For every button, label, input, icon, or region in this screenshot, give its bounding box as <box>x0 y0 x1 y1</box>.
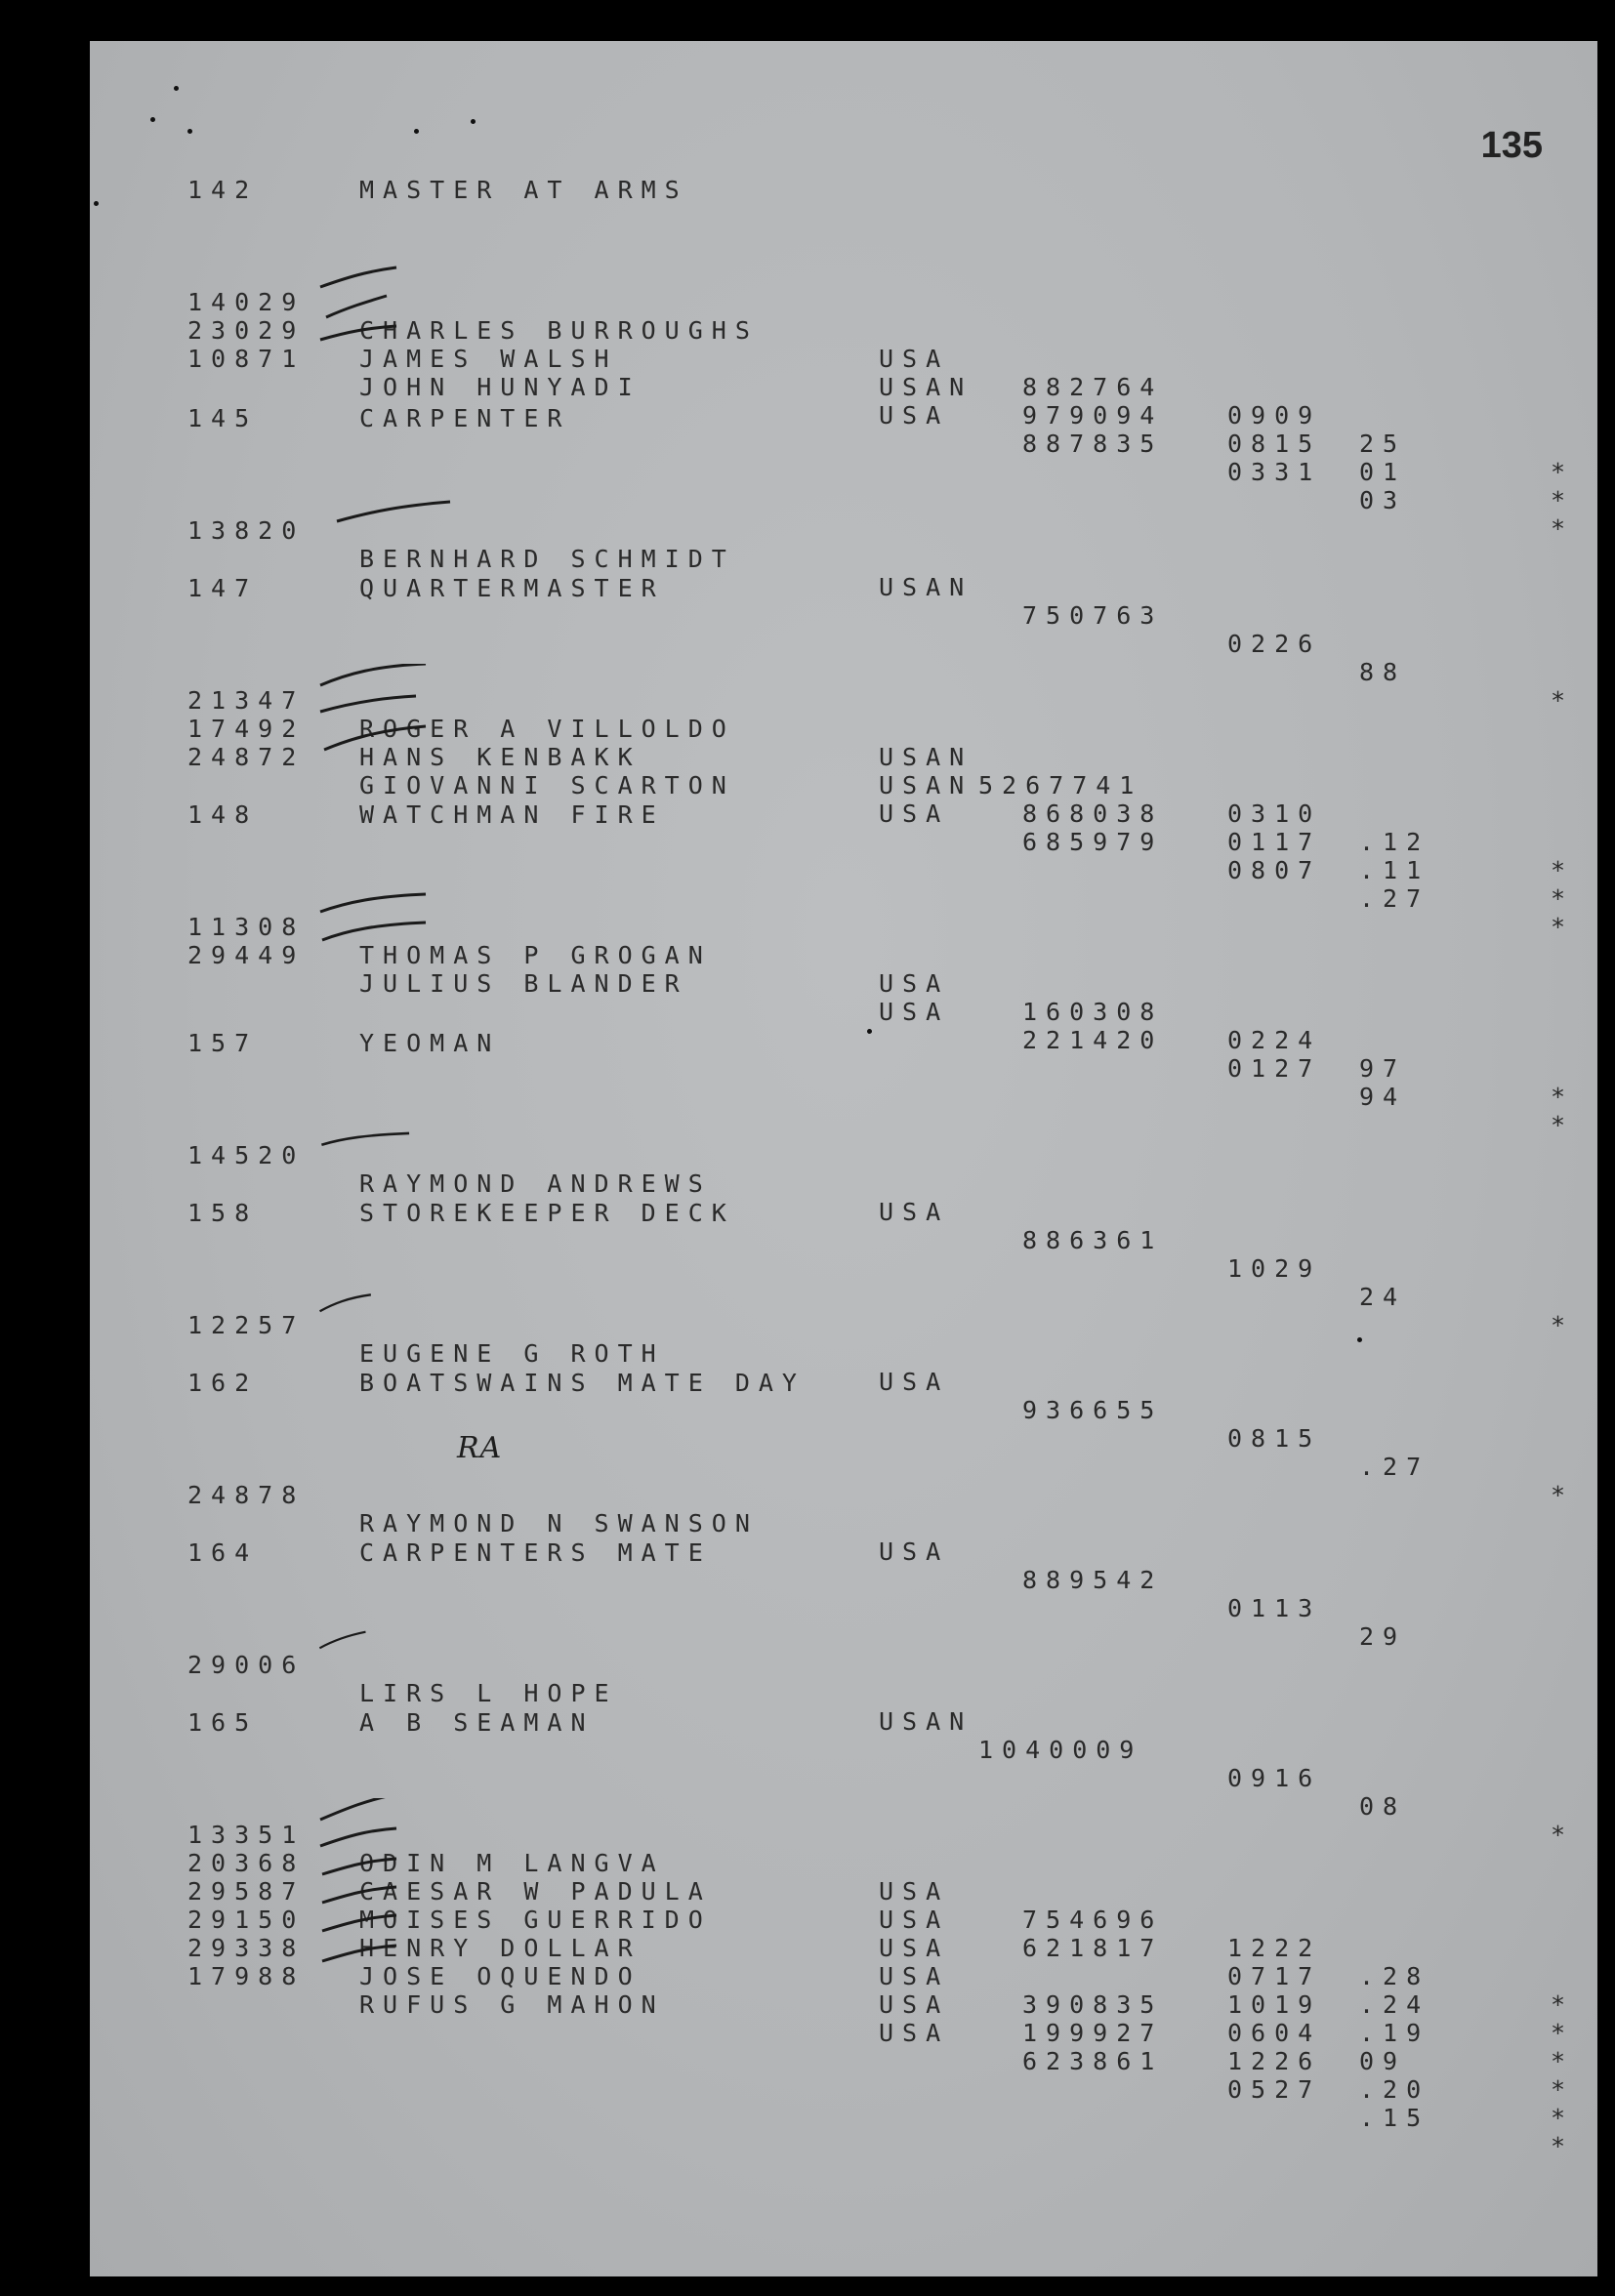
entry-id: 10871 <box>187 345 306 373</box>
entry-name: ROGER A VILLOLDO <box>359 715 735 743</box>
section-title: BOATSWAINS MATE DAY <box>359 1369 806 1397</box>
section-code: 145 <box>187 404 259 432</box>
section-title: MASTER AT ARMS <box>359 176 688 204</box>
entry-name: JOSE OQUENDO <box>359 1962 642 1990</box>
entry-date: 0331 <box>1227 458 1322 486</box>
section-code: 164 <box>187 1538 259 1567</box>
entry-id: 29006 <box>187 1651 306 1679</box>
entry-id: 23029 <box>187 316 306 345</box>
entry-id: 13351 <box>187 1821 306 1849</box>
entry-id: 29338 <box>187 1934 306 1962</box>
entry-mark: * <box>1551 1311 1575 1339</box>
entry-id: 12257 <box>187 1311 306 1339</box>
section-code: 148 <box>187 800 259 829</box>
entry-country: USAN <box>879 573 973 601</box>
entry-date: 0815 <box>1227 1424 1322 1453</box>
entry-value: .24 <box>1359 1990 1430 2019</box>
handwritten-check-mark <box>318 1626 406 1654</box>
entry-number: 623861 <box>1022 2047 1164 2075</box>
entry-date: 0113 <box>1227 1594 1322 1622</box>
entry-mark: * <box>1551 1481 1575 1509</box>
entry-number: 390835 <box>1022 1990 1164 2019</box>
entry-value: .27 <box>1359 884 1430 913</box>
entry-name: JULIUS BLANDER <box>359 969 688 998</box>
ink-speck <box>1357 1337 1362 1342</box>
entry-number: 160308 <box>1022 998 1164 1026</box>
handwritten-check-mark <box>318 496 475 523</box>
section-title: QUARTERMASTER <box>359 574 665 602</box>
entry-mark: * <box>1551 458 1575 486</box>
entry-date: 1019 <box>1227 1990 1322 2019</box>
entry-id: 14520 <box>187 1141 306 1169</box>
entry-name: MOISES GUERRIDO <box>359 1906 712 1934</box>
entry-country: USA <box>879 1990 950 2019</box>
entry-number: 685979 <box>1022 828 1164 856</box>
entry-mark: * <box>1551 884 1575 913</box>
entry-value: .12 <box>1359 828 1430 856</box>
entry-id: 29449 <box>187 941 306 969</box>
entry-country: USA <box>879 1934 950 1962</box>
entry-name: BERNHARD SCHMIDT <box>359 545 735 573</box>
entry-value: 24 <box>1359 1283 1407 1311</box>
entry-number: 199927 <box>1022 2019 1164 2047</box>
entry-name: RAYMOND ANDREWS <box>359 1169 712 1198</box>
ink-speck <box>150 117 155 122</box>
entry-name: EUGENE G ROTH <box>359 1339 665 1368</box>
entry-value: .28 <box>1359 1962 1430 1990</box>
section-code: 158 <box>187 1199 259 1227</box>
entry-country: USAN <box>879 743 973 771</box>
entry-id: 21347 <box>187 686 306 715</box>
section-code: 162 <box>187 1369 259 1397</box>
entry-number: 886361 <box>1022 1226 1164 1254</box>
document-page <box>90 41 1597 2276</box>
entry-date: 0815 <box>1227 430 1322 458</box>
entry-value: .11 <box>1359 856 1430 884</box>
entry-name: HENRY DOLLAR <box>359 1934 642 1962</box>
entry-id: 17492 <box>187 715 306 743</box>
entry-name: RAYMOND N SWANSON <box>359 1509 759 1538</box>
entry-date: 1029 <box>1227 1254 1322 1283</box>
entry-date: 0909 <box>1227 401 1322 430</box>
entry-name: RUFUS G MAHON <box>359 1990 665 2019</box>
ink-speck <box>94 201 99 206</box>
entry-number: 5267741 <box>978 771 1143 800</box>
entry-mark: * <box>1551 856 1575 884</box>
section-title: A B SEAMAN <box>359 1708 595 1737</box>
entry-mark: * <box>1551 514 1575 543</box>
entry-mark: * <box>1551 1111 1575 1139</box>
entry-mark: * <box>1551 1821 1575 1849</box>
entry-value: 97 <box>1359 1054 1407 1083</box>
entry-number: 621817 <box>1022 1934 1164 1962</box>
entry-country: USA <box>879 969 950 998</box>
entry-name: ODIN M LANGVA <box>359 1849 665 1877</box>
entry-id: 24872 <box>187 743 306 771</box>
entry-date: 0224 <box>1227 1026 1322 1054</box>
entry-name: CHARLES BURROUGHS <box>359 316 759 345</box>
entry-mark: * <box>1551 2019 1575 2047</box>
entry-name: LIRS L HOPE <box>359 1679 618 1707</box>
section-code: 165 <box>187 1708 259 1737</box>
handwritten-check-mark <box>318 266 445 293</box>
entry-id: 13820 <box>187 516 306 545</box>
entry-number: 936655 <box>1022 1396 1164 1424</box>
entry-number: 887835 <box>1022 430 1164 458</box>
entry-date: 0310 <box>1227 800 1322 828</box>
entry-id: 24878 <box>187 1481 306 1509</box>
entry-value: 08 <box>1359 1792 1407 1821</box>
entry-id: 20368 <box>187 1849 306 1877</box>
entry-date: 0916 <box>1227 1764 1322 1792</box>
entry-mark: * <box>1551 686 1575 715</box>
entry-country: USA <box>879 1538 950 1566</box>
entry-mark: * <box>1551 1990 1575 2019</box>
entry-number: 754696 <box>1022 1906 1164 1934</box>
entry-date: 0604 <box>1227 2019 1322 2047</box>
entry-value: 29 <box>1359 1622 1407 1651</box>
handwritten-check-mark <box>318 1125 426 1152</box>
entry-value: 94 <box>1359 1083 1407 1111</box>
entry-mark: * <box>1551 913 1575 941</box>
section-code: 147 <box>187 574 259 602</box>
entry-list <box>187 1792 1575 2160</box>
entry-id: 14029 <box>187 288 306 316</box>
entry-mark: * <box>1551 2104 1575 2132</box>
page-number: 135 <box>1480 125 1543 166</box>
ink-speck <box>471 119 476 124</box>
entry-mark: * <box>1551 2075 1575 2104</box>
entry-country: USA <box>879 1198 950 1226</box>
entry-date: 0807 <box>1227 856 1322 884</box>
entry-mark: * <box>1551 2132 1575 2160</box>
entry-number: 221420 <box>1022 1026 1164 1054</box>
entry-date: 0127 <box>1227 1054 1322 1083</box>
entry-country: USA <box>879 800 950 828</box>
entry-number: 1040009 <box>978 1736 1143 1764</box>
entry-value: 09 <box>1359 2047 1407 2075</box>
entry-value: .19 <box>1359 2019 1430 2047</box>
entry-id: 29150 <box>187 1906 306 1934</box>
entry-date: 0117 <box>1227 828 1322 856</box>
entry-value: 03 <box>1359 486 1407 514</box>
ink-speck <box>187 129 192 134</box>
entry-country: USA <box>879 998 950 1026</box>
entry-id: 17988 <box>187 1962 306 1990</box>
entry-name: GIOVANNI SCARTON <box>359 771 735 800</box>
entry-country: USA <box>879 1877 950 1906</box>
ink-speck <box>867 1029 872 1034</box>
entry-date: 0717 <box>1227 1962 1322 1990</box>
ink-speck <box>174 86 179 91</box>
entry-country: USAN <box>879 771 973 800</box>
entry-country: USA <box>879 1368 950 1396</box>
entry-id: 29587 <box>187 1877 306 1906</box>
entry-name: JAMES WALSH <box>359 345 618 373</box>
entry-name: HANS KENBAKK <box>359 743 642 771</box>
section-code: 157 <box>187 1029 259 1057</box>
entry-number: 750763 <box>1022 601 1164 630</box>
entry-value: .20 <box>1359 2075 1430 2104</box>
section-title: STOREKEEPER DECK <box>359 1199 735 1227</box>
entry-value: .15 <box>1359 2104 1430 2132</box>
entry-country: USA <box>879 1962 950 1990</box>
entry-date: 1226 <box>1227 2047 1322 2075</box>
section-title: CARPENTERS MATE <box>359 1538 712 1567</box>
entry-value: .27 <box>1359 1453 1430 1481</box>
entry-mark: * <box>1551 2047 1575 2075</box>
entry-number: 882764 <box>1022 373 1164 401</box>
entry-name: THOMAS P GROGAN <box>359 941 712 969</box>
entry-country: USA <box>879 2019 950 2047</box>
entry-name: JOHN HUNYADI <box>359 373 642 401</box>
entry-country: USA <box>879 401 950 430</box>
entry-country: USA <box>879 1906 950 1934</box>
entry-name: CAESAR W PADULA <box>359 1877 712 1906</box>
entry-date: 0226 <box>1227 630 1322 658</box>
handwritten-check-mark <box>318 664 445 691</box>
entry-id: 11308 <box>187 913 306 941</box>
handwritten-annotation: RA <box>457 1431 503 1465</box>
handwritten-check-mark <box>318 890 445 918</box>
entry-value: 88 <box>1359 658 1407 686</box>
entry-date: 1222 <box>1227 1934 1322 1962</box>
entry-number: 889542 <box>1022 1566 1164 1594</box>
entry-mark: * <box>1551 1083 1575 1111</box>
section-title: CARPENTER <box>359 404 571 432</box>
section-code: 142 <box>187 176 259 204</box>
entry-mark: * <box>1551 486 1575 514</box>
section-title: YEOMAN <box>359 1029 501 1057</box>
entry-number: 979094 <box>1022 401 1164 430</box>
handwritten-check-mark <box>318 1798 445 1825</box>
entry-country: USAN <box>879 1707 973 1736</box>
ink-speck <box>414 129 419 134</box>
handwritten-check-mark <box>318 1289 416 1316</box>
entry-number: 868038 <box>1022 800 1164 828</box>
section-title: WATCHMAN FIRE <box>359 800 665 829</box>
entry-country: USA <box>879 345 950 373</box>
entry-country: USAN <box>879 373 973 401</box>
entry-value: 01 <box>1359 458 1407 486</box>
entry-date: 0527 <box>1227 2075 1322 2104</box>
entry-value: 25 <box>1359 430 1407 458</box>
